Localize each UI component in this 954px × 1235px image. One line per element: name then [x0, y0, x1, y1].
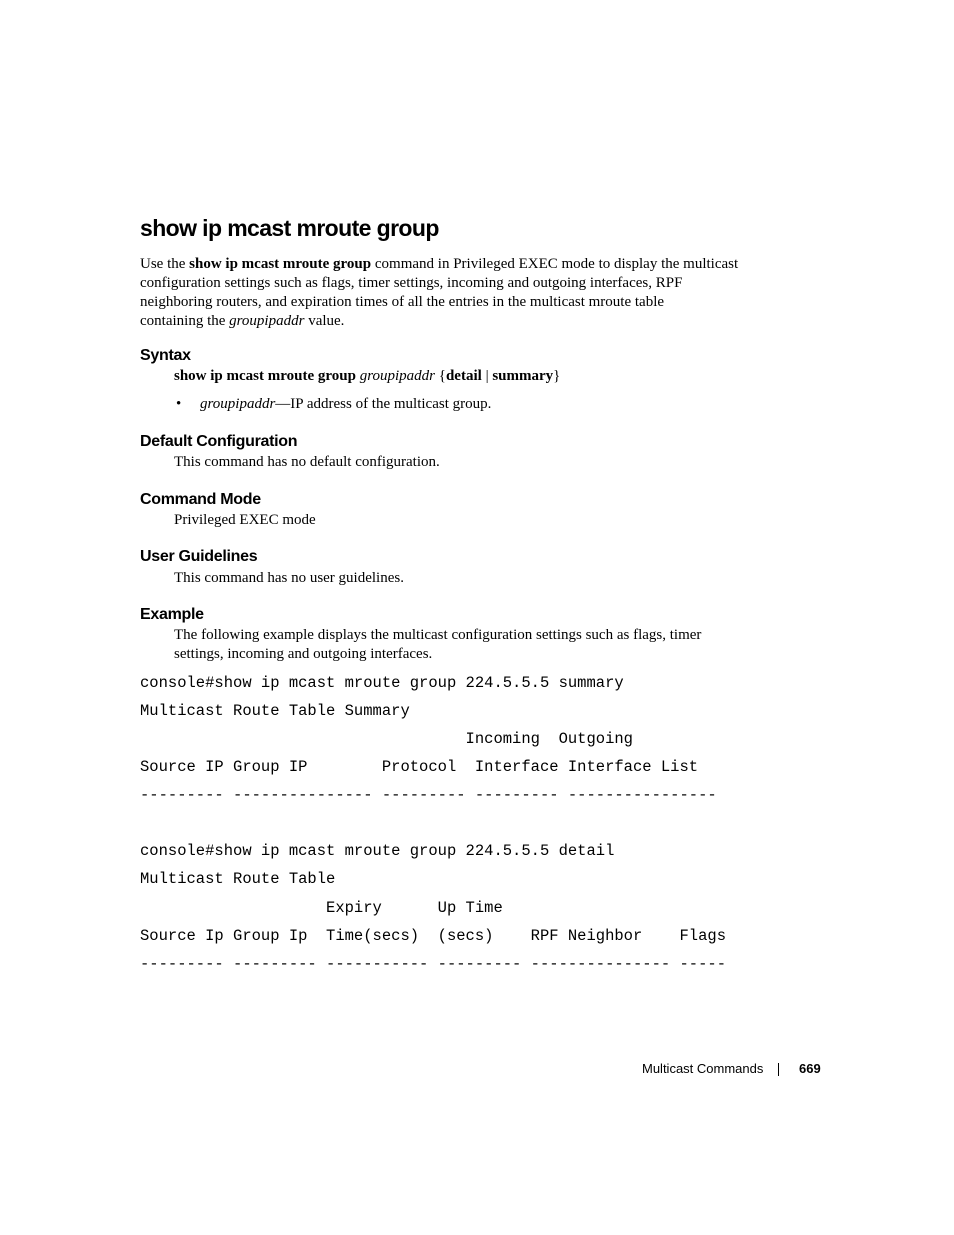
example-heading: Example	[140, 606, 204, 623]
code-line: Multicast Route Table	[140, 870, 336, 888]
intro-line-4	[140, 312, 770, 331]
syntax-option-summary: summary	[492, 368, 554, 384]
default-config-text: This command has no default configuration.	[174, 454, 440, 470]
intro-command: show ip mcast mroute group	[189, 256, 372, 272]
code-line: --------- --------- ----------- --------- --------------- -----	[140, 955, 726, 973]
code-line: Source Ip Group Ip Time(secs) (secs) RPF Neighbor Flags	[140, 927, 726, 945]
code-line: Expiry Up Time	[140, 899, 503, 917]
example-description-line-2: settings, incoming and outgoing interfaces.	[174, 646, 433, 662]
intro-text: containing the	[140, 313, 230, 329]
bullet-item	[200, 395, 491, 414]
intro-line-2: configuration settings such as flags, timer settings, incoming and outgoing interfaces, RPF	[140, 275, 683, 291]
intro-text: value.	[304, 313, 345, 329]
command-mode-text: Privileged EXEC mode	[174, 512, 316, 528]
footer-section-label: Multicast Commands	[642, 1061, 764, 1076]
page-number: 669	[799, 1061, 821, 1076]
intro-line-3: neighboring routers, and expiration times of all the entries in the multicast mroute table	[140, 294, 665, 310]
footer-divider	[778, 1063, 779, 1076]
syntax-separator: |	[481, 368, 493, 384]
command-mode-heading: Command Mode	[140, 491, 261, 508]
syntax-heading: Syntax	[140, 347, 191, 364]
intro-paragraph	[140, 255, 770, 331]
bullet-text: —IP address of the multicast group.	[275, 396, 492, 412]
page-title: show ip mcast mroute group	[140, 215, 439, 241]
default-config-heading: Default Configuration	[140, 433, 298, 450]
code-line: console#show ip mcast mroute group 224.5.5.5 summary	[140, 674, 624, 692]
code-line: --------- --------------- --------- --------- ----------------	[140, 786, 717, 804]
code-line: Source IP Group IP Protocol Interface Interface List	[140, 758, 699, 776]
syntax-option-detail: detail	[445, 368, 482, 384]
syntax-brace: }	[553, 368, 561, 384]
intro-line-1	[140, 255, 770, 274]
intro-param: groupipaddr	[229, 313, 305, 329]
bullet-icon: •	[176, 396, 182, 412]
intro-text: Use the	[140, 256, 190, 272]
example-description-line-1: The following example displays the multicast configuration settings such as flags, timer	[174, 627, 702, 643]
syntax-brace: {	[435, 368, 446, 384]
code-line: Incoming Outgoing	[140, 730, 633, 748]
syntax-line	[174, 367, 560, 386]
user-guidelines-heading: User Guidelines	[140, 548, 258, 565]
code-line: Multicast Route Table Summary	[140, 702, 410, 720]
intro-text: command in Privileged EXEC mode to display the multicast	[371, 256, 739, 272]
user-guidelines-text: This command has no user guidelines.	[174, 570, 404, 586]
code-line: console#show ip mcast mroute group 224.5.5.5 detail	[140, 842, 615, 860]
syntax-command: show ip mcast mroute group	[174, 368, 356, 384]
bullet-param: groupipaddr	[200, 396, 276, 412]
syntax-param: groupipaddr	[359, 368, 436, 384]
